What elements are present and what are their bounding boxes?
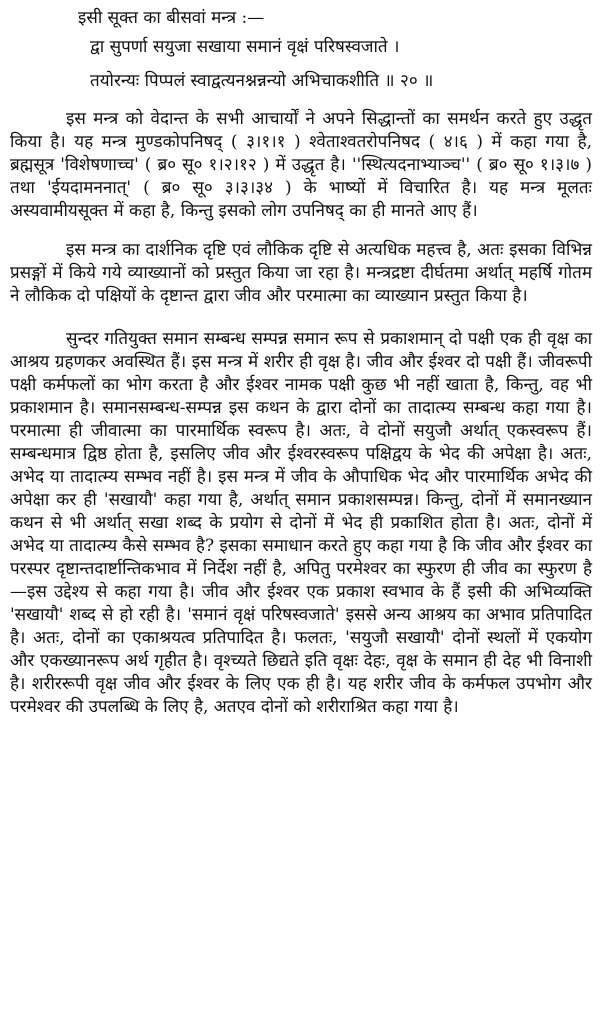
commentary-paragraph-3: सुन्दर गतियुक्त समान सम्बन्ध सम्पन्न समान रूप से प्रकाशमान् दो पक्षी एक ही वृक्ष का आश्रय ग्रहणकर अवस्थित हैं। इस मन्त्र में शरीर ही वृक्ष है। जीव और ईश्वर दो पक्षी हैं। जीवरूपी पक्षी कर्मफलों का भोग करता है और ईश्वर नामक पक्षी कुछ भी नहीं खाता है, किन्तु, वह भी प्रकाशमान है। समानसम्बन्ध-सम्पन्न इस कथन के द्वारा दोनों का तादात्म्य सम्बन्ध कहा गया है। परमात्मा ही जीवात्मा का पारमार्थिक स्वरूप है। अतः, वे दोनों सयुजौ अर्थात् एकस्वरूप हैं। सम्बन्धमात्र द्विष्ठ होता है, इसलिए जीव और ईश्वरस्वरूप पक्षिद्वय के भेद की अपेक्षा है। अतः, अभेद या तादात्म्य सम्भव नहीं है। इस मन्त्र में जीव के औपाधिक भेद और पारमार्थिक अभेद की अपेक्षा कर ही 'सखायौ' कहा गया है, अर्थात् समान प्रकाशसम्पन्न। किन्तु, दोनों में समानख्यान कथन से भी अर्थात् सखा शब्द के प्रयोग से दोनों में भेद ही प्रकाशित होता है। अतः, दोनों में अभेद या तादात्म्य कैसे सम्भव है? इसका समाधान करते हुए कहा गया है कि जीव और ईश्वर का परस्पर दृष्टान्तदार्ष्टान्तिकभाव में निर्देश नहीं है, अपितु परमेश्वर का स्फुरण ही जीव का स्फुरण है—इस उद्देश्य से कहा गया है। जीव और ईश्वर एक प्रकाश स्वभाव के हैं इसी की अभिव्यक्ति 'सखायौ' शब्द से हो रही है। 'समानं वृक्षं परिषस्वजाते' इससे अन्य आश्रय का अभाव प्रतिपादित है। अतः, दोनों का एकाश्रयत्व प्रतिपादित है। फलतः, 'सयुजौ सखायौ' दोनों स्थलों में एकयोग और एकख्यानरूप अर्थ गृहीत है। वृश्च्यते छिद्यते इति वृक्षः देहः, वृक्ष के समान ही देह भी विनाशी है। शरीररूपी वृक्ष जीव और ईश्वर के लिए एक ही है। यह शरीर जीव के कर्मफल उपभोग और परमेश्वर की उपलब्धि के लिए है, अतएव दोनों को शरीराश्रित कहा गया है। [10,329,592,717]
verse-line-1: द्वा सुपर्णा सयुजा सखाया समानं वृक्षं परिषस्वजाते । [90,37,400,57]
commentary-paragraph-1: इस मन्त्र को वेदान्त के सभी आचार्यों ने अपने सिद्धान्तों का समर्थन करते हुए उद्धृत किया है। यह मन्त्र मुण्डकोपनिषद् ( ३।१।१ ) श्वेताश्वतरोपनिषद ( ४।६ ) में कहा गया है, ब्रह्मसूत्र 'विशेषणाच्च' ( ब्र० सू० १।२।१२ ) में उद्धृत है। ''स्थित्यदनाभ्याञ्च'' ( ब्र० सू० १।३।७ ) तथा 'ईयदामननात्' ( ब्र० सू० ३।३।३४ ) के भाष्यों में विचारित है। यह मन्त्र मूलतः अस्यवामीयसूक्त में कहा है, किन्तु इसको लोग उपनिषद् का ही मानते आए हैं। [10,109,592,221]
commentary-paragraph-2: इस मन्त्र का दार्शनिक दृष्टि एवं लौकिक दृष्टि से अत्यधिक महत्त्व है, अतः इसका विभिन्न प्रसङ्गों में किये गये व्याख्यानों को प्रस्तुत किया जा रहा है। मन्त्रद्रष्टा दीर्घतमा अर्थात् महर्षि गोतम ने लौकिक दो पक्षियों के दृष्टान्त द्वारा जीव और परमात्मा का व्याख्यान प्रस्तुत किया है। [10,240,592,306]
verse-line-2: तयोरन्यः पिप्पलं स्वाद्वत्यनश्नन्नन्यो अभिचाकशीति ॥ २० ॥ [90,71,434,91]
mantra-heading: इसी सूक्त का बीसवां मन्त्र :— [78,8,265,28]
